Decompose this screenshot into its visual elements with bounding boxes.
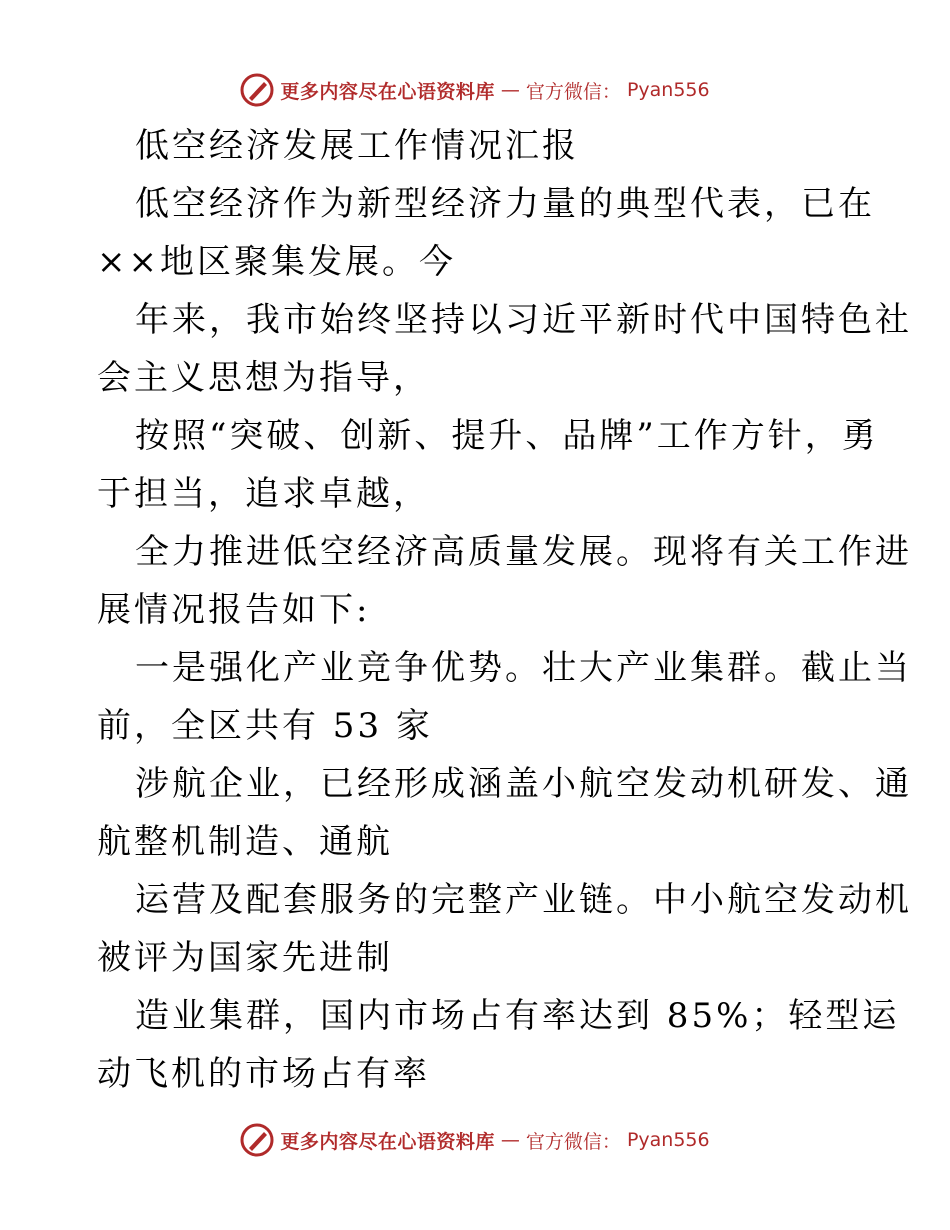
banner-wechat-label: 官方微信： [525,1130,621,1153]
paragraph-line: 展情况报告如下: [97,590,371,630]
banner-content [240,73,709,107]
banner-text: 更多内容尽在心语资料库 [280,1130,495,1153]
paragraph-line: 动飞机的市场占有率 [97,1054,430,1094]
footer-watermark-banner [0,1120,950,1160]
paragraph-line: 低空经济作为新型经济力量的典型代表，已在 [135,184,875,224]
banner-text: 更多内容尽在心语资料库 [280,80,495,103]
banner-wechat-id: Pyan556 [626,79,710,101]
paragraph-line: 造业集群，国内市场占有率达到 85%；轻型运 [135,996,900,1036]
paragraph-line: 涉航企业，已经形成涵盖小航空发动机研发、通 [135,764,912,804]
paragraph-line: 按照“突破、创新、提升、品牌”工作方针，勇 [135,416,879,456]
paragraph-line: 运营及配套服务的完整产业链。中小航空发动机 [135,880,912,920]
banner-wechat-label: 官方微信： [525,80,621,103]
paragraph-line: ××地区聚集发展。今 [97,242,456,282]
paragraph-line: 航整机制造、通航 [97,822,393,862]
banner-separator: — [500,79,520,101]
quill-logo-icon [240,73,274,107]
paragraph-line: 全力推进低空经济高质量发展。现将有关工作进 [135,532,912,572]
paragraph-line: 年来，我市始终坚持以习近平新时代中国特色社 [135,300,912,340]
paragraph-line: 被评为国家先进制 [97,938,393,978]
paragraph-line: 前，全区共有 53 家 [97,706,433,746]
header-watermark-banner [0,70,950,110]
banner-content [240,1123,709,1157]
quill-logo-icon [240,1123,274,1157]
paragraph-line: 一是强化产业竞争优势。壮大产业集群。截止当 [135,648,912,688]
banner-separator: — [500,1129,520,1151]
banner-wechat-id: Pyan556 [626,1129,710,1151]
paragraph-line: 于担当，追求卓越， [97,474,430,514]
document-title: 低空经济发展工作情况汇报 [135,126,579,166]
paragraph-line: 会主义思想为指导， [97,358,430,398]
